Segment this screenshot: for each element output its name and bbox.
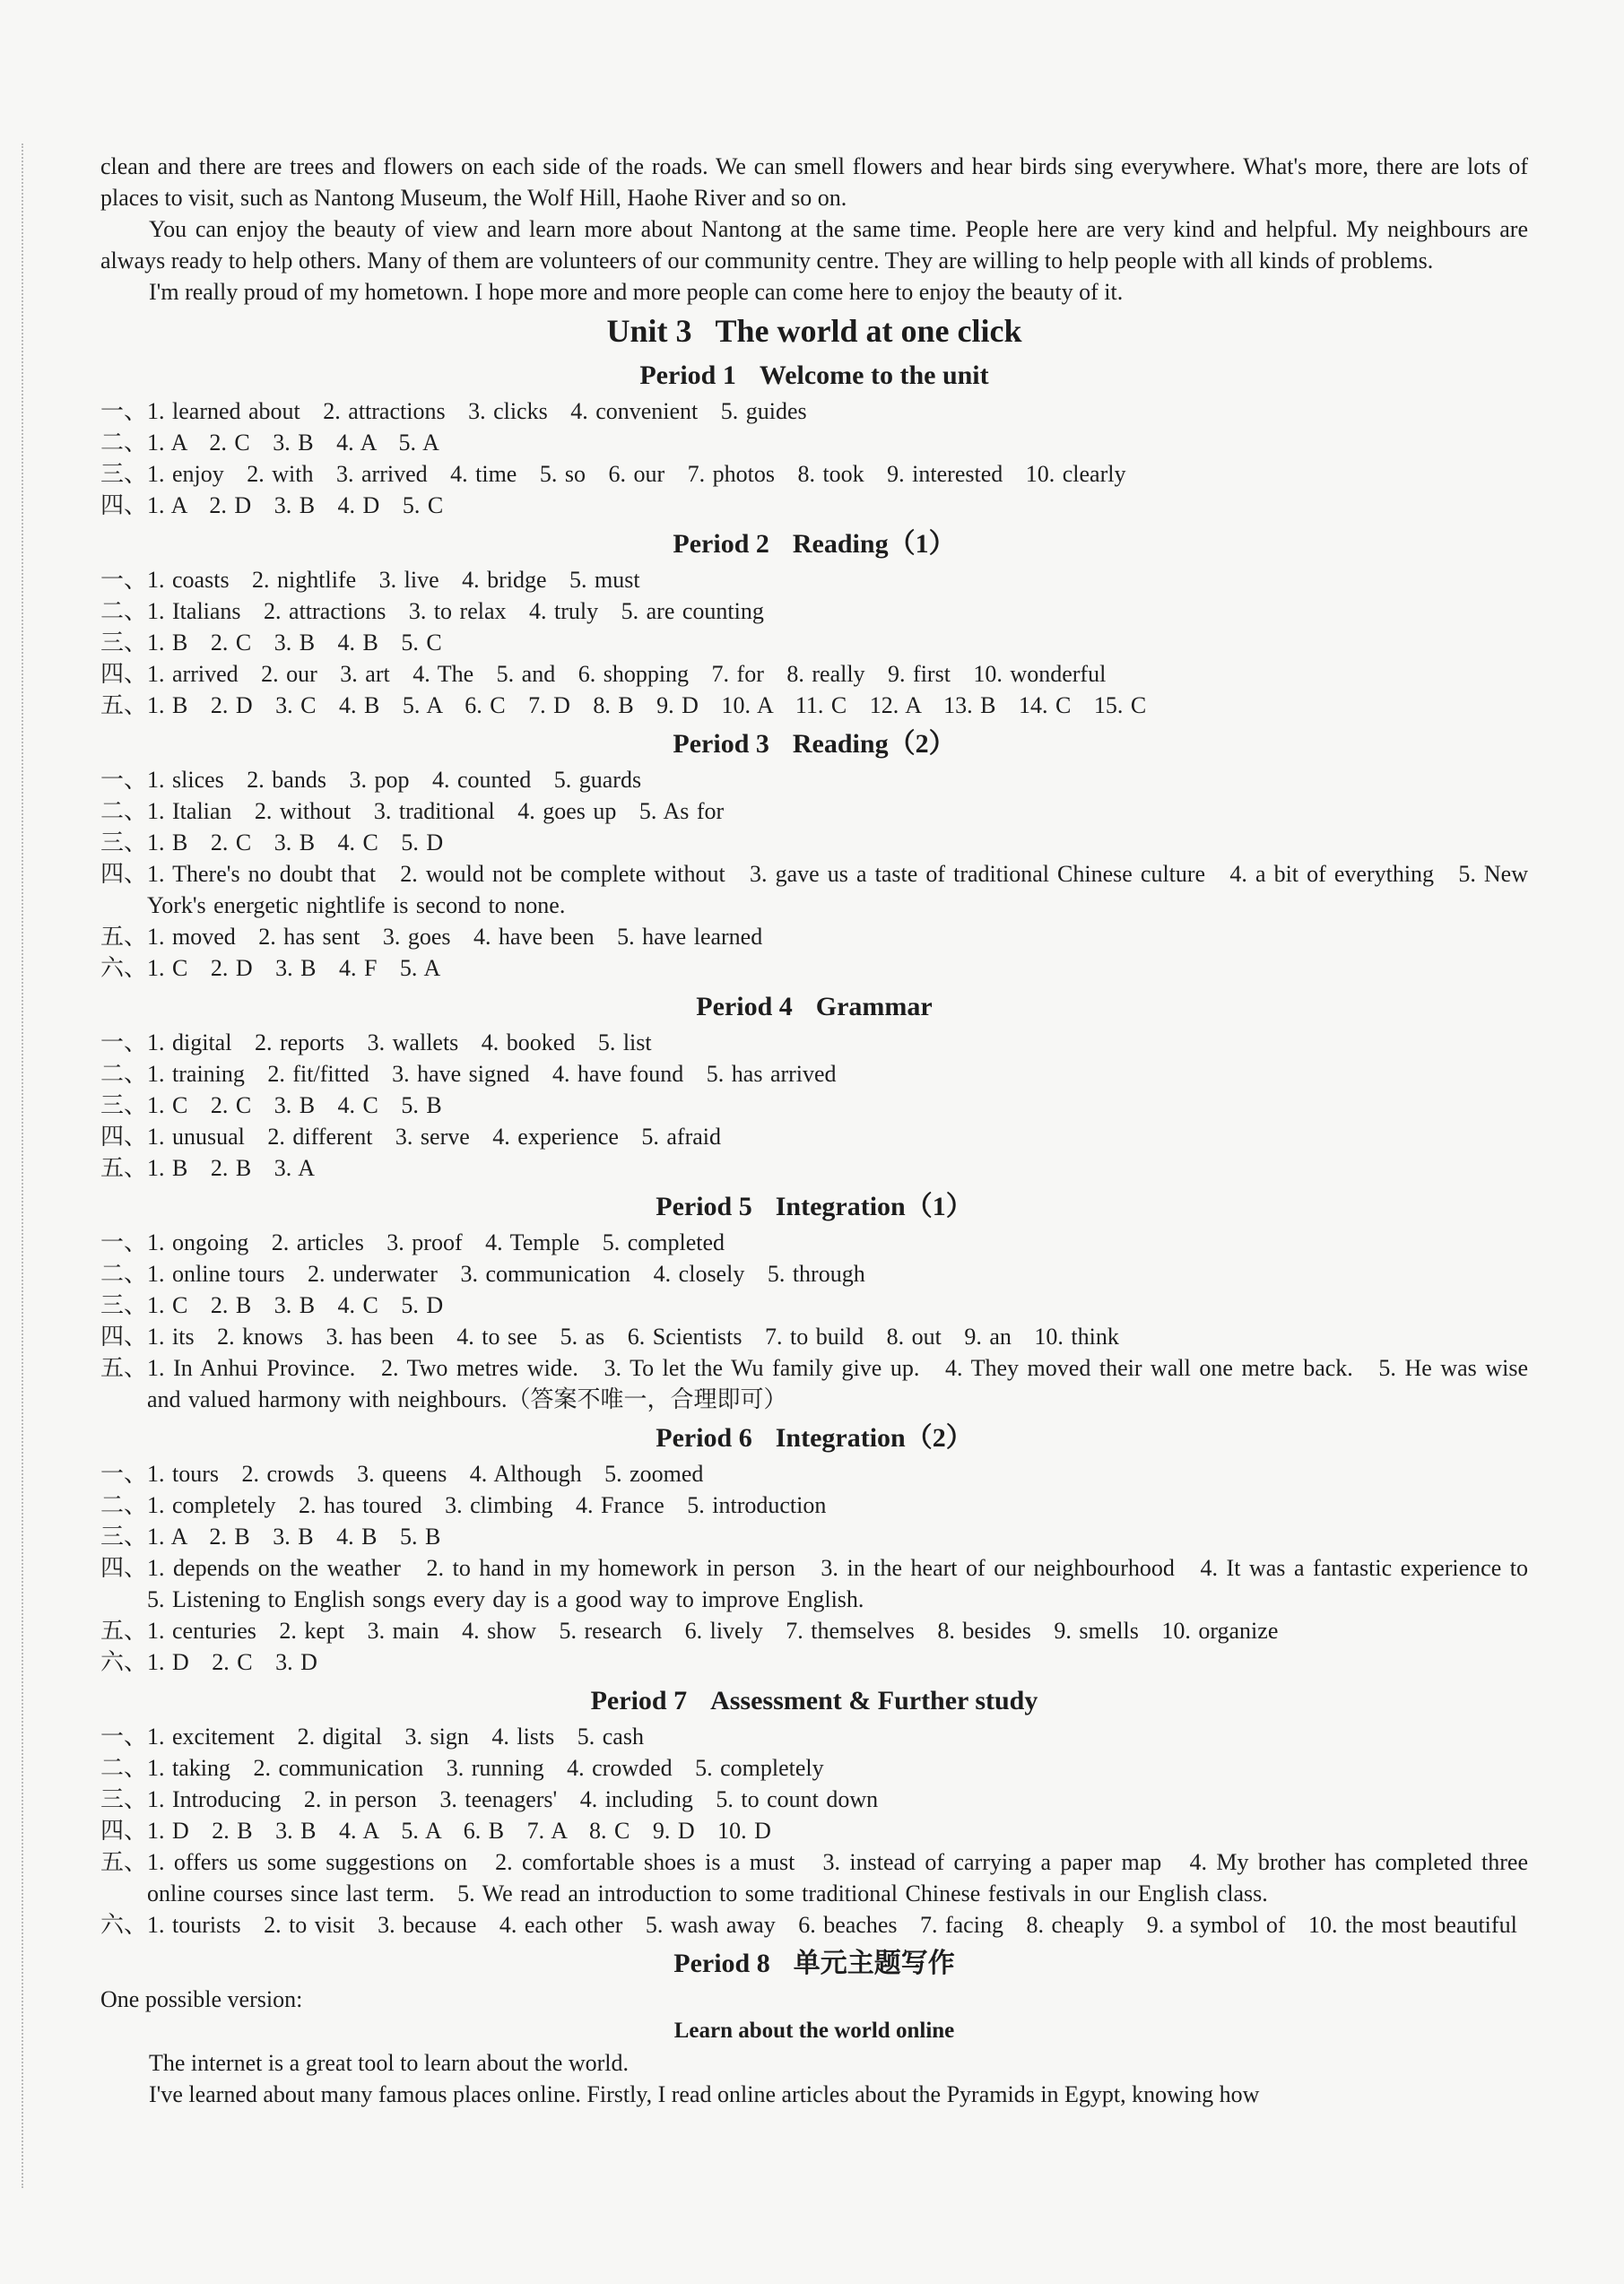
answer-text: 1. D 2. C 3. D [147, 1649, 317, 1675]
period-label: Period 1 [639, 360, 736, 390]
section-label: 四、 [100, 1324, 148, 1350]
answer-row [100, 1458, 1528, 1489]
answer-row [100, 595, 1528, 627]
answer-text: 1. A 2. B 3. B 4. B 5. B [147, 1524, 441, 1550]
period-title [100, 989, 1528, 1025]
section-label: 三、 [100, 1292, 148, 1318]
period-name: 单元主题写作 [793, 1949, 955, 1978]
section-label: 二、 [100, 1061, 148, 1087]
period-label: Period 5 [656, 1192, 752, 1221]
section-label: 一、 [100, 567, 148, 593]
period-name: Assessment & Further study [710, 1686, 1038, 1715]
section-label: 二、 [100, 1755, 148, 1781]
answer-row [100, 395, 1528, 427]
period-name: Reading（1） [792, 529, 956, 559]
answer-text: 1. offers us some suggestions on 2. comfortable shoes is a must 3. instead of carrying a paper map 4. My brother has completed three online courses since last term. 5. We read an introduction to some traditional Chinese festivals in our English class. [147, 1849, 1536, 1906]
period-title [100, 1946, 1528, 1982]
answer-text: 1. Introducing 2. in person 3. teenagers' 4. including 5. to count down [147, 1786, 879, 1812]
answer-row [100, 1290, 1528, 1321]
answer-text: 1. tours 2. crowds 3. queens 4. Although 5. zoomed [147, 1461, 704, 1487]
answer-text: 1. B 2. B 3. A [147, 1155, 316, 1181]
unit-title [100, 309, 1528, 352]
intro-paragraph: clean and there are trees and flowers on each side of the roads. We can smell flowers and hear birds sing everywhere. What's more, there are lots of places to visit, such as Nantong Museum, the Wolf Hill, Haohe River and so on. [100, 153, 1528, 211]
intro-paragraph: I'm really proud of my hometown. I hope more and more people can come here to enjoy the beauty of it. [149, 279, 1124, 305]
period-name: Welcome to the unit [759, 360, 989, 390]
section-label: 一、 [100, 767, 148, 793]
answer-text: 1. Italians 2. attractions 3. to relax 4. truly 5. are counting [147, 598, 764, 624]
section-label: 四、 [100, 1124, 148, 1150]
answer-text: 1. centuries 2. kept 3. main 4. show 5. research 6. lively 7. themselves 8. besides 9. smells 10. organize [147, 1618, 1279, 1644]
answer-row [100, 795, 1528, 827]
answer-text: 1. tourists 2. to visit 3. because 4. each other 5. wash away 6. beaches 7. facing 8. cheaply 9. a symbol of 10. the most beautiful [147, 1912, 1517, 1938]
section-label: 四、 [100, 661, 148, 687]
section-label: 一、 [100, 398, 148, 424]
answer-text: 1. completely 2. has toured 3. climbing 4. France 5. introduction [147, 1492, 827, 1518]
answer-row [100, 764, 1528, 795]
answer-text: 1. training 2. fit/fitted 3. have signed 4. have found 5. has arrived [147, 1061, 837, 1087]
answer-row [100, 690, 1528, 721]
section-label: 一、 [100, 1724, 148, 1750]
answer-text: 1. D 2. B 3. B 4. A 5. A 6. B 7. A 8. C 9. D 10. D [147, 1818, 771, 1844]
section-label: 三、 [100, 630, 148, 656]
answer-text: 1. In Anhui Province. 2. Two metres wide. 3. To let the Wu family give up. 4. They moved their wall one metre back. 5. He was wise and valued harmony with neighbours.（答案不唯一，合理即可） [147, 1355, 1536, 1412]
margin-dotted-line [22, 143, 23, 2188]
answer-row [100, 1784, 1528, 1815]
section-label: 四、 [100, 1555, 148, 1581]
essay-paragraph: The internet is a great tool to learn about the world. [149, 2050, 629, 2076]
answer-row [100, 427, 1528, 458]
section-label: 五、 [100, 1618, 148, 1644]
answer-text: 1. unusual 2. different 3. serve 4. experience 5. afraid [147, 1124, 721, 1150]
answer-text: 1. B 2. D 3. C 4. B 5. A 6. C 7. D 8. B 9. D 10. A 11. C 12. A 13. B 14. C 15. C [147, 692, 1147, 718]
answer-text: 1. Italian 2. without 3. traditional 4. goes up 5. As for [147, 798, 725, 824]
section-label: 六、 [100, 1912, 148, 1938]
answer-text: 1. B 2. C 3. B 4. B 5. C [147, 630, 442, 656]
answer-row [100, 827, 1528, 858]
answer-row [100, 1227, 1528, 1258]
answer-text: 1. its 2. knows 3. has been 4. to see 5. as 6. Scientists 7. to build 8. out 9. an 10. think [147, 1324, 1119, 1350]
answer-text: 1. excitement 2. digital 3. sign 4. lists 5. cash [147, 1724, 644, 1750]
writing-intro: One possible version: [100, 1986, 303, 2012]
answer-row [100, 1027, 1528, 1058]
period-title [100, 358, 1528, 394]
answer-row [100, 1489, 1528, 1521]
answer-row [100, 1752, 1528, 1784]
section-label: 五、 [100, 1355, 148, 1381]
answer-row [100, 1090, 1528, 1121]
period-title [100, 1189, 1528, 1225]
answer-row [100, 1721, 1528, 1752]
answer-text: 1. enjoy 2. with 3. arrived 4. time 5. so 6. our 7. photos 8. took 9. interested 10. clearly [147, 461, 1126, 487]
period-label: Period 6 [656, 1423, 752, 1453]
period-label: Period 4 [696, 992, 793, 1021]
answer-row [100, 658, 1528, 690]
section-label: 一、 [100, 1461, 148, 1487]
unit-number: Unit 3 [606, 313, 692, 349]
essay-paragraph: I've learned about many famous places online. Firstly, I read online articles about the Pyramids in Egypt, knowing how [149, 2081, 1260, 2107]
period-name: Integration（1） [775, 1192, 973, 1221]
answer-text: 1. A 2. C 3. B 4. A 5. A [147, 430, 439, 456]
answer-row [100, 1058, 1528, 1090]
answer-text: 1. learned about 2. attractions 3. clicks 4. convenient 5. guides [147, 398, 807, 424]
answer-text: 1. online tours 2. underwater 3. communication 4. closely 5. through [147, 1261, 865, 1287]
answer-text: 1. B 2. C 3. B 4. C 5. D [147, 829, 444, 855]
answer-row [100, 627, 1528, 658]
answer-row [100, 1552, 1551, 1615]
period-label: Period 2 [673, 529, 769, 559]
section-label: 二、 [100, 598, 148, 624]
section-label: 二、 [100, 430, 148, 456]
answer-text: 1. There's no doubt that 2. would not be complete without 3. gave us a taste of traditional Chinese culture 4. a bit of everything 5. New York's energetic nightlife is second to none. [147, 861, 1535, 918]
answer-text: 1. ongoing 2. articles 3. proof 4. Temple 5. completed [147, 1229, 725, 1255]
essay-title: Learn about the world online [673, 2019, 955, 2043]
section-label: 三、 [100, 1524, 148, 1550]
intro-paragraph: You can enjoy the beauty of view and learn more about Nantong at the same time. People here are very kind and helpful. My neighbours are always ready to help others. Many of them are volunteers of our community centre. They are willing to help people with all kinds of problems. [100, 216, 1528, 274]
answer-text: 1. taking 2. communication 3. running 4. crowded 5. completely [147, 1755, 824, 1781]
answer-row [100, 490, 1528, 521]
period-title [100, 526, 1528, 562]
section-label: 三、 [100, 829, 148, 855]
answer-row [100, 921, 1528, 952]
answer-text: 1. slices 2. bands 3. pop 4. counted 5. guards [147, 767, 642, 793]
answer-row [100, 1121, 1528, 1152]
answer-row [100, 1258, 1528, 1290]
section-label: 三、 [100, 461, 148, 487]
period-title [100, 1683, 1528, 1719]
answer-row [100, 1646, 1528, 1678]
answer-text: 1. depends on the weather 2. to hand in my homework in person 3. in the heart of our neighbourhood 4. It was a fantastic experience to 5. Listening to English songs every day is a good way to improve English. [147, 1555, 1551, 1612]
answer-row [100, 1615, 1528, 1646]
period-title [100, 1420, 1528, 1456]
section-label: 三、 [100, 1786, 148, 1812]
section-label: 二、 [100, 1261, 148, 1287]
answer-row [100, 1321, 1528, 1352]
answer-text: 1. digital 2. reports 3. wallets 4. booked 5. list [147, 1029, 652, 1055]
answer-text: 1. arrived 2. our 3. art 4. The 5. and 6. shopping 7. for 8. really 9. first 10. wonderful [147, 661, 1107, 687]
answer-row [100, 952, 1528, 984]
section-label: 一、 [100, 1229, 148, 1255]
section-label: 六、 [100, 955, 148, 981]
page-content [100, 151, 1551, 2110]
answer-row [100, 564, 1528, 595]
answer-row [100, 1909, 1528, 1941]
period-label: Period 7 [590, 1686, 688, 1715]
answer-row [100, 858, 1535, 921]
answer-row [100, 1352, 1536, 1415]
period-label: Period 8 [673, 1949, 770, 1978]
answer-row [100, 1521, 1528, 1552]
section-label: 五、 [100, 692, 148, 718]
answer-text: 1. C 2. C 3. B 4. C 5. B [147, 1092, 442, 1118]
section-label: 五、 [100, 1155, 148, 1181]
section-label: 四、 [100, 861, 148, 887]
section-label: 五、 [100, 1849, 148, 1875]
section-label: 四、 [100, 492, 148, 518]
answer-row [100, 1152, 1528, 1184]
periods-list [100, 358, 1551, 1982]
section-label: 二、 [100, 798, 148, 824]
section-label: 二、 [100, 1492, 148, 1518]
section-label: 一、 [100, 1029, 148, 1055]
section-label: 四、 [100, 1818, 148, 1844]
period-name: Reading（2） [792, 729, 956, 759]
period-name: Integration（2） [775, 1423, 973, 1453]
section-label: 五、 [100, 924, 148, 950]
period-label: Period 3 [673, 729, 769, 759]
answer-row [100, 1846, 1536, 1909]
answer-row [100, 458, 1528, 490]
answer-text: 1. A 2. D 3. B 4. D 5. C [147, 492, 444, 518]
answer-text: 1. moved 2. has sent 3. goes 4. have been 5. have learned [147, 924, 763, 950]
answer-row [100, 1815, 1528, 1846]
section-label: 六、 [100, 1649, 148, 1675]
unit-name: The world at one click [715, 313, 1022, 349]
section-label: 三、 [100, 1092, 148, 1118]
answer-text: 1. C 2. B 3. B 4. C 5. D [147, 1292, 444, 1318]
period-title [100, 726, 1528, 762]
answer-text: 1. coasts 2. nightlife 3. live 4. bridge 5. must [147, 567, 640, 593]
period-name: Grammar [815, 992, 933, 1021]
answer-text: 1. C 2. D 3. B 4. F 5. A [147, 955, 441, 981]
